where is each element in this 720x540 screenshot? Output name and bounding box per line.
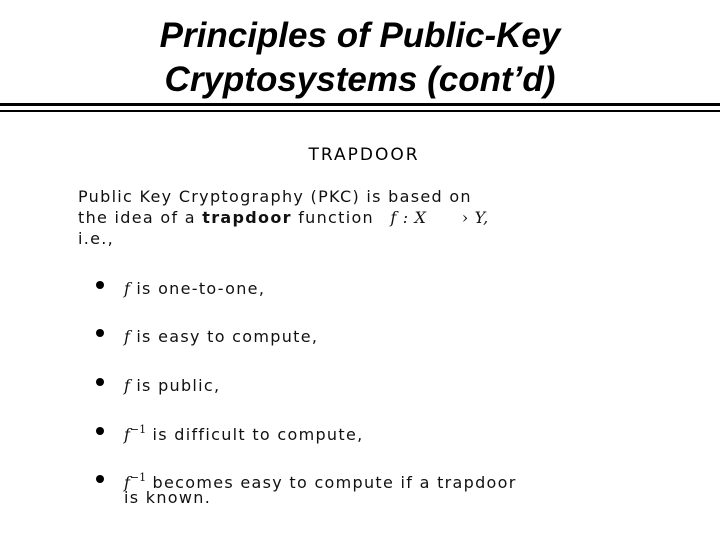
item-superscript: −1 [129, 423, 147, 436]
bullet-icon [96, 378, 104, 386]
intro-line-1: Public Key Cryptography (PKC) is based on [78, 187, 472, 206]
slide-title-line-2: Cryptosystems (cont’d) [164, 60, 556, 99]
item-math: f [124, 425, 130, 444]
math-f: f [390, 208, 397, 227]
item-text: is one-to-one, [136, 279, 266, 298]
item-text: is difficult to compute, [152, 425, 364, 444]
item-text-continuation: is known. [124, 488, 212, 507]
item-math: f [124, 473, 130, 492]
intro-text-post: function [298, 208, 374, 227]
math-arrow: › [461, 208, 469, 227]
intro-trapdoor-bold: trapdoor [202, 208, 292, 227]
bullet-icon [96, 281, 104, 289]
title-divider-thin [0, 110, 720, 112]
item-text: becomes easy to compute if a trapdoor [152, 473, 517, 492]
slide-title-line-1: Principles of Public-Key [159, 16, 561, 55]
intro-text-pre: the idea of a [78, 208, 196, 227]
intro-line-3: i.e., [78, 229, 115, 248]
section-heading: TRAPDOOR [308, 145, 420, 165]
item-math: f [124, 327, 130, 346]
bullet-icon [96, 427, 104, 435]
item-superscript: −1 [129, 471, 147, 484]
math-x: X [414, 208, 426, 227]
slide-title [0, 14, 720, 102]
item-text: is easy to compute, [136, 327, 319, 346]
bullet-icon [96, 329, 104, 337]
item-math: f [124, 376, 130, 395]
bullet-icon [96, 475, 104, 483]
title-divider-thick [0, 103, 720, 106]
intro-line-2 [78, 207, 658, 228]
math-colon: : [402, 208, 409, 227]
item-math: f [124, 279, 130, 298]
intro-paragraph [78, 186, 658, 249]
item-text: is public, [136, 376, 221, 395]
math-y: Y [474, 208, 484, 227]
math-comma: , [483, 208, 489, 227]
